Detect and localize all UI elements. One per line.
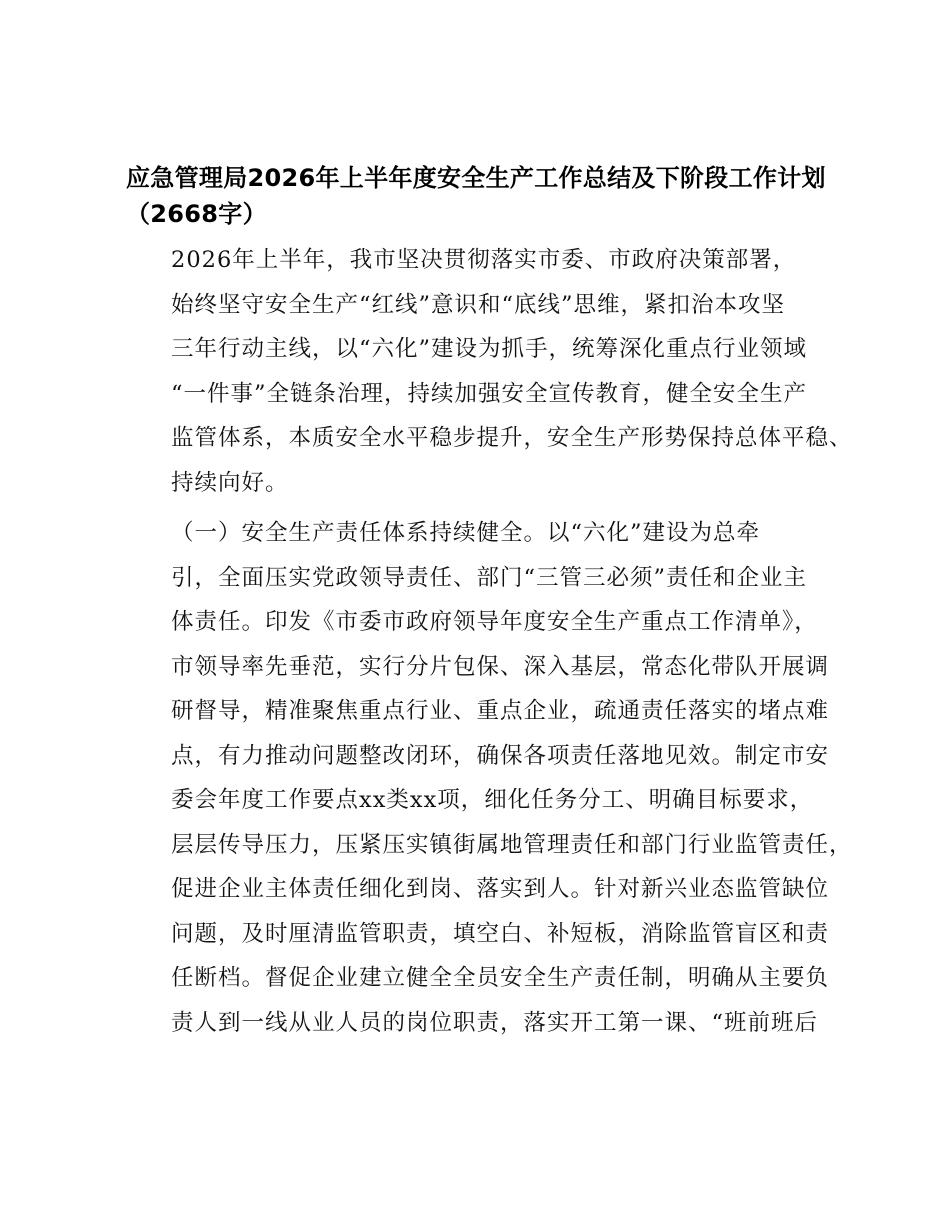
paragraph-intro xyxy=(126,238,853,505)
text-line: 任断档。督促企业建立健全全员安全生产责任制，明确从主要负 xyxy=(171,965,830,991)
text-line: （一）安全生产责任体系持续健全。以“六化”建设为总牵 xyxy=(171,520,761,546)
text-line: 引，全面压实党政领导责任、部门“三管三必须”责任和企业主 xyxy=(171,564,808,591)
title-line: （2668字） xyxy=(126,200,267,228)
text-line: 监管体系，本质安全水平稳步提升，安全生产形势保持总体平稳、 xyxy=(171,425,853,451)
text-line: 三年行动主线，以“六化”建设为抓手，统筹深化重点行业领域 xyxy=(171,336,808,362)
text-line: 持续向好。 xyxy=(171,469,289,496)
paragraph-section-1 xyxy=(126,511,853,1045)
document-text xyxy=(126,238,853,1045)
text-line: 层层传导压力，压紧压实镇街属地管理责任和部门行业监管责任， xyxy=(171,831,853,858)
text-line: 问题，及时厘清监管职责，填空白、补短板，消除监管盲区和责 xyxy=(171,920,830,947)
document-title xyxy=(126,160,838,232)
text-line: 2026年上半年，我市坚决贯彻落实市委、市政府决策部署， xyxy=(171,247,797,273)
text-line: 责人到一线从业人员的岗位职责，落实开工第一课、“班前班后 xyxy=(171,1009,819,1036)
text-line: 研督导，精准聚焦重点行业、重点企业，疏通责任落实的堵点难 xyxy=(171,698,830,724)
text-line: 体责任。印发《市委市政府领导年度安全生产重点工作清单》， xyxy=(171,609,818,635)
text-line: 促进企业主体责任细化到岗、落实到人。针对新兴业态监管缺位 xyxy=(171,876,830,902)
text-line: 点，有力推动问题整改闭环，确保各项责任落地见效。制定市安 xyxy=(171,742,830,769)
text-line: 始终坚守安全生产“红线”意识和“底线”思维，紧扣治本攻坚 xyxy=(171,291,786,318)
text-line: “一件事”全链条治理，持续加强安全宣传教育，健全安全生产 xyxy=(171,380,808,407)
text-line: 委会年度工作要点xx类xx项，细化任务分工、明确目标要求， xyxy=(171,787,814,813)
title-line: 应急管理局2026年上半年度安全生产工作总结及下阶段工作计划 xyxy=(126,164,826,192)
document-body xyxy=(126,160,853,1051)
text-line: 市领导率先垂范，实行分片包保、深入基层，常态化带队开展调 xyxy=(171,653,830,680)
